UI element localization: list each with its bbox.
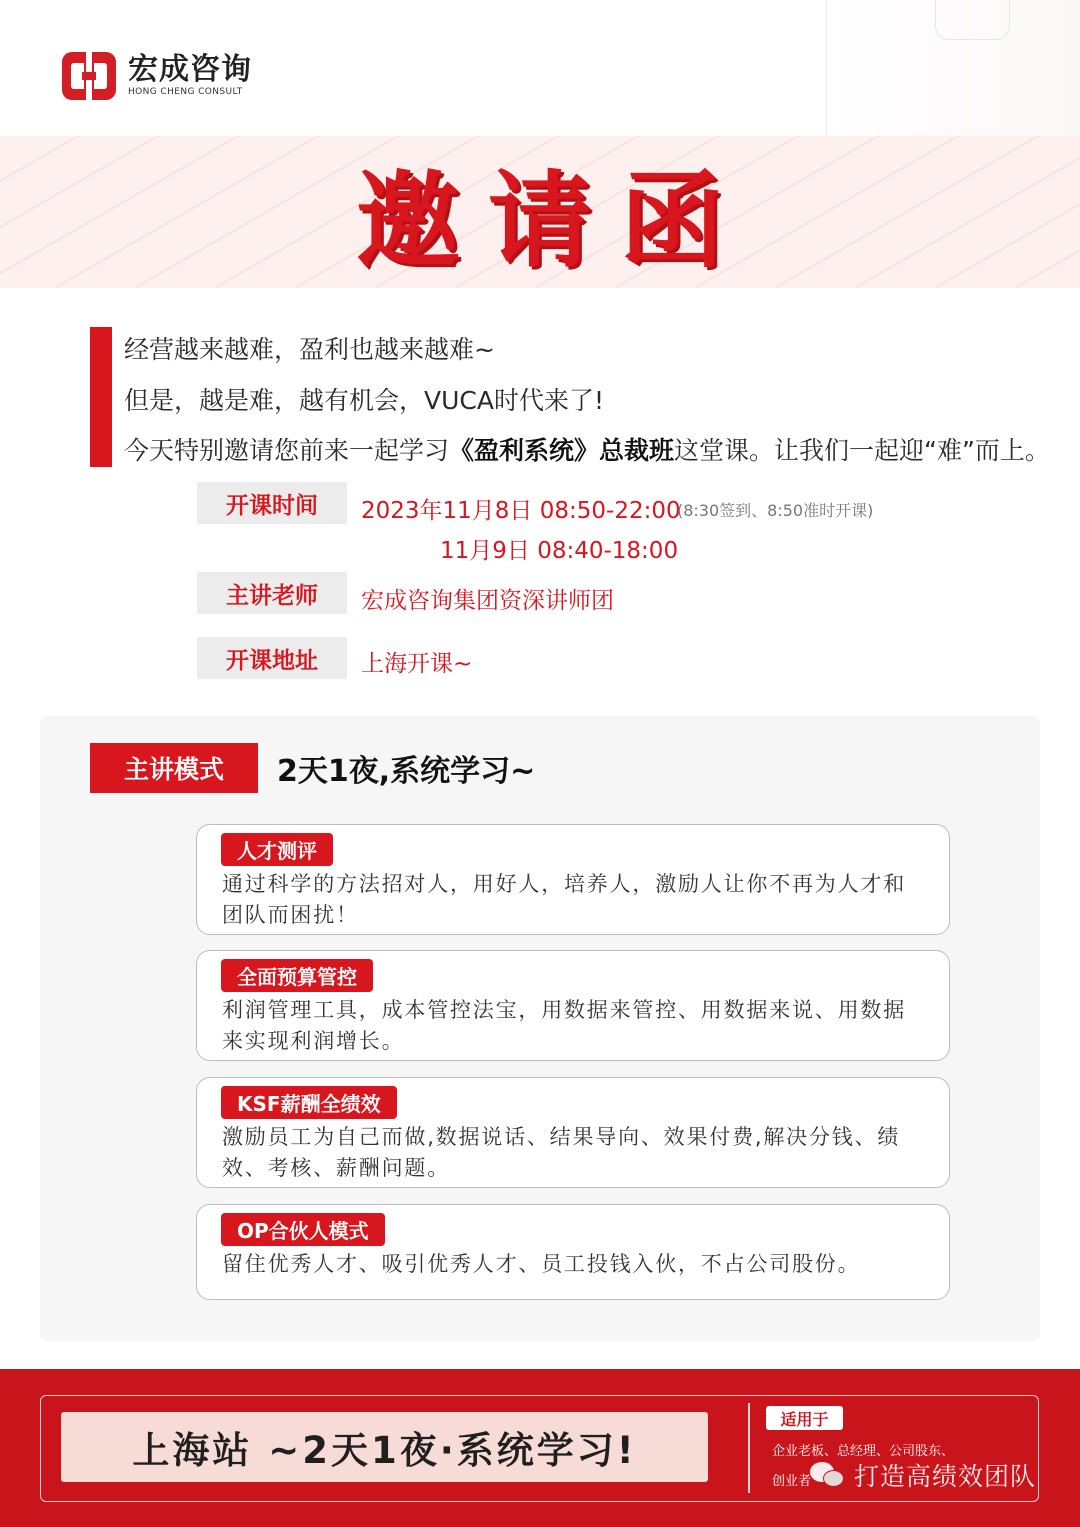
time-value-day1: 2023年11月8日 08:50-22:00 xyxy=(361,498,681,524)
logo-name-cn: 宏成咨询 xyxy=(128,52,252,87)
module-card-budget xyxy=(196,950,950,1061)
module-description: 激励员工为自己而做,数据说话、结果导向、效果付费,解决分钱、绩效、考核、薪酬问题。 xyxy=(222,1125,901,1180)
module-description: 留住优秀人才、吸引优秀人才、员工投钱入伙，不占公司股份。 xyxy=(222,1252,861,1276)
title-band xyxy=(0,136,1080,288)
module-tag: 全面预算管控 xyxy=(221,959,373,992)
teacher-label: 主讲老师 xyxy=(197,572,347,614)
watermark-text: 打造高绩效团队 xyxy=(854,1462,1037,1491)
module-description: 利润管理工具，成本管控法宝，用数据来管控、用数据来说、用数据来实现利润增长。 xyxy=(222,998,906,1053)
audience-tag: 适用于 xyxy=(766,1406,843,1430)
audience-line-2: 创业者 xyxy=(772,1474,812,1489)
footer-divider xyxy=(748,1403,750,1493)
module-tag: OP合伙人模式 xyxy=(221,1213,385,1246)
time-value-day2: 11月9日 08:40-18:00 xyxy=(440,538,679,564)
company-logo xyxy=(62,52,252,100)
time-note: (8:30签到、8:50准时开课) xyxy=(677,501,874,520)
intro-accent-bar xyxy=(90,327,112,467)
intro-line-3-post: 这堂课。让我们一起迎“难”而上。 xyxy=(674,436,1050,465)
time-label: 开课时间 xyxy=(197,482,347,524)
background-decoration-tab xyxy=(935,0,1010,40)
mode-title: 2天1夜,系统学习~ xyxy=(277,754,536,789)
intro-line-3-pre: 今天特别邀请您前来一起学习 xyxy=(124,436,450,465)
module-tag: 人才测评 xyxy=(221,833,333,866)
wechat-icon xyxy=(810,1460,846,1490)
intro-line-1: 经营越来越难，盈利也越来越难~ xyxy=(124,335,495,364)
intro-line-3 xyxy=(124,431,1050,467)
footer-banner: 上海站 ~2天1夜·系统学习! xyxy=(61,1412,708,1482)
teacher-value: 宏成咨询集团资深讲师团 xyxy=(361,588,614,614)
wechat-watermark xyxy=(810,1457,1036,1493)
module-card-op xyxy=(196,1204,950,1300)
module-card-ksf xyxy=(196,1077,950,1188)
audience-line-1: 企业老板、总经理、公司股东、 xyxy=(772,1444,955,1459)
address-value: 上海开课~ xyxy=(361,651,473,677)
logo-icon xyxy=(62,52,116,100)
module-tag: KSF薪酬全绩效 xyxy=(221,1086,397,1119)
address-label: 开课地址 xyxy=(197,637,347,679)
intro-line-2: 但是，越是难，越有机会，VUCA时代来了! xyxy=(124,386,604,415)
module-card-talent xyxy=(196,824,950,935)
page-title: 邀请函 xyxy=(355,160,752,282)
mode-tag: 主讲模式 xyxy=(90,743,258,793)
course-name: 《盈利系统》总裁班 xyxy=(449,436,675,465)
logo-name-en: HONG CHENG CONSULT xyxy=(128,87,243,97)
header xyxy=(0,0,1080,136)
module-description: 通过科学的方法招对人，用好人，培养人，激励人让你不再为人才和团队而困扰！ xyxy=(222,872,906,927)
